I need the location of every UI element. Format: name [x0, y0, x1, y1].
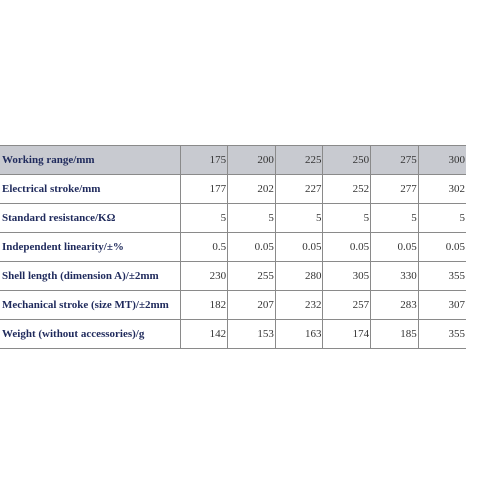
table-cell: 277 [371, 175, 419, 204]
table-row [0, 320, 466, 349]
table-row [0, 175, 466, 204]
header-cell: 250 [323, 146, 371, 175]
table-cell: 305 [323, 262, 371, 291]
table-cell: 153 [228, 320, 276, 349]
header-label: Working range/mm [0, 146, 180, 175]
spec-table [0, 145, 466, 349]
table-cell: 5 [371, 204, 419, 233]
table-cell: 255 [228, 262, 276, 291]
table-cell: 230 [180, 262, 228, 291]
table-cell: 177 [180, 175, 228, 204]
table-cell: 0.05 [228, 233, 276, 262]
table-cell: 257 [323, 291, 371, 320]
table-cell: 207 [228, 291, 276, 320]
table-row [0, 262, 466, 291]
table-cell: 5 [180, 204, 228, 233]
row-label: Shell length (dimension A)/±2mm [0, 262, 180, 291]
header-cell: 300 [418, 146, 466, 175]
table-cell: 5 [275, 204, 323, 233]
header-cell: 275 [371, 146, 419, 175]
table-cell: 142 [180, 320, 228, 349]
table-cell: 182 [180, 291, 228, 320]
header-cell: 225 [275, 146, 323, 175]
table-cell: 202 [228, 175, 276, 204]
table-row [0, 233, 466, 262]
table-cell: 355 [418, 262, 466, 291]
row-label: Electrical stroke/mm [0, 175, 180, 204]
row-label: Mechanical stroke (size MT)/±2mm [0, 291, 180, 320]
table-cell: 0.05 [418, 233, 466, 262]
table-cell: 355 [418, 320, 466, 349]
row-label: Standard resistance/KΩ [0, 204, 180, 233]
table-cell: 232 [275, 291, 323, 320]
table-cell: 280 [275, 262, 323, 291]
table-cell: 0.05 [371, 233, 419, 262]
table-cell: 302 [418, 175, 466, 204]
table-cell: 174 [323, 320, 371, 349]
table-cell: 330 [371, 262, 419, 291]
table-cell: 5 [418, 204, 466, 233]
table-cell: 252 [323, 175, 371, 204]
table-row [0, 204, 466, 233]
table-row [0, 291, 466, 320]
row-label: Weight (without accessories)/g [0, 320, 180, 349]
table-cell: 5 [228, 204, 276, 233]
table-cell: 0.05 [275, 233, 323, 262]
table-cell: 0.5 [180, 233, 228, 262]
header-cell: 175 [180, 146, 228, 175]
table-cell: 0.05 [323, 233, 371, 262]
table-cell: 283 [371, 291, 419, 320]
row-label: Independent linearity/±% [0, 233, 180, 262]
table-cell: 163 [275, 320, 323, 349]
table-cell: 5 [323, 204, 371, 233]
table-header-row [0, 146, 466, 175]
table-cell: 185 [371, 320, 419, 349]
table-cell: 307 [418, 291, 466, 320]
table-cell: 227 [275, 175, 323, 204]
header-cell: 200 [228, 146, 276, 175]
